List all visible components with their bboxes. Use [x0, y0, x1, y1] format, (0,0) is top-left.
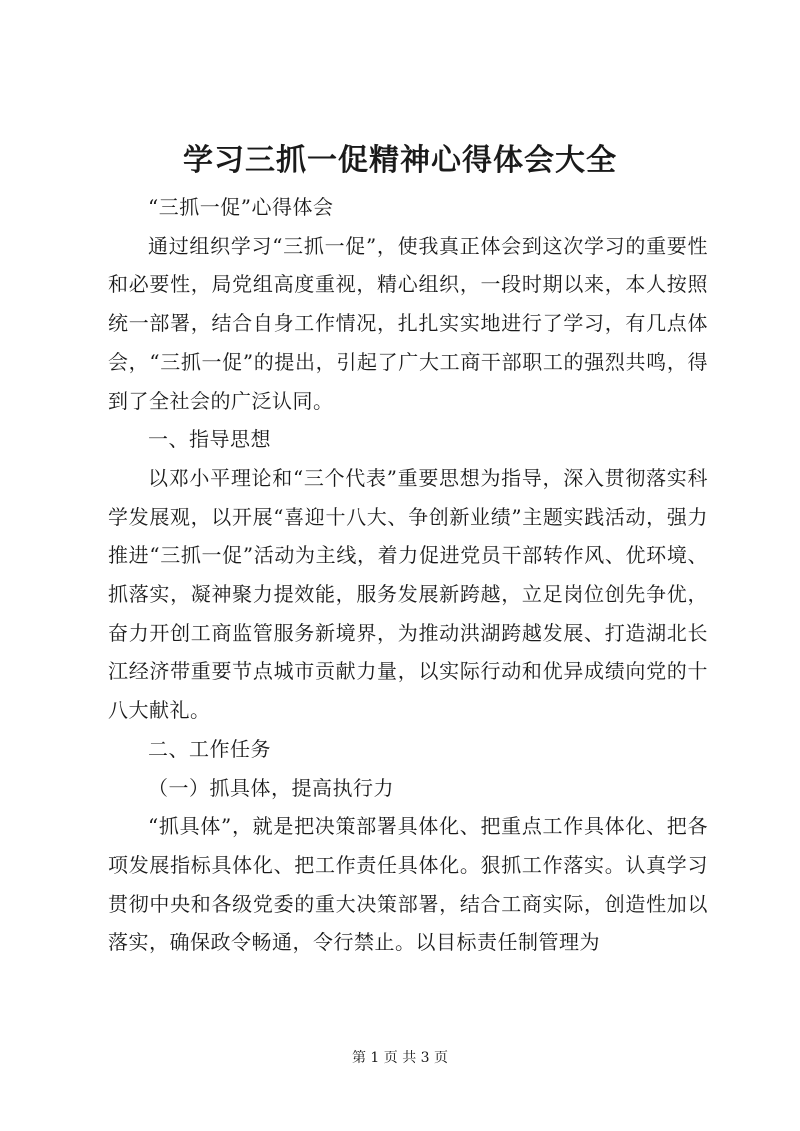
document-body: [108, 188, 708, 962]
subsection-heading-concrete: （一）抓具体，提高执行力: [148, 775, 394, 800]
section-heading-work-tasks: 二、工作任务: [148, 736, 271, 761]
guiding-ideology-paragraph: 以邓小平理论和“三个代表”重要思想为指导，深入贯彻落实科学发展观，以开展“喜迎十八大、争创新业绩”主题实践活动，强力推进“三抓一促”活动为主线，着力促进党员干部转作风、优环境、抓落实，凝神聚力提效能，服务发展新跨越，立足岗位创先争优，奋力开创工商监管服务新境界，为推动洪湖跨越发展、打造湖北长江经济带重要节点城市贡献力量，以实际行动和优异成绩向党的十八大献礼。: [108, 465, 708, 723]
document-title: 学习三抓一促精神心得体会大全: [183, 143, 617, 178]
page-number-footer: 第 1 页 共 3 页: [351, 1050, 449, 1066]
concrete-paragraph: “抓具体”，就是把决策部署具体化、把重点工作具体化、把各项发展指标具体化、把工作责任具体化。狠抓工作落实。认真学习贯彻中央和各级党委的重大决策部署，结合工商实际，创造性加以落实，确保政令畅通，令行禁止。以目标责任制管理为: [108, 814, 708, 955]
subtitle-paragraph: “三抓一促”心得体会: [148, 195, 334, 219]
section-heading-guiding-ideology: 一、指导思想: [148, 427, 271, 452]
intro-paragraph: 通过组织学习“三抓一促”，使我真正体会到这次学习的重要性和必要性，局党组高度重视，精心组织，一段时期以来，本人按照统一部署，结合自身工作情况，扎扎实实地进行了学习，有几点体会，“三抓一促”的提出，引起了广大工商干部职工的强烈共鸣，得到了全社会的广泛认同。: [108, 233, 708, 413]
